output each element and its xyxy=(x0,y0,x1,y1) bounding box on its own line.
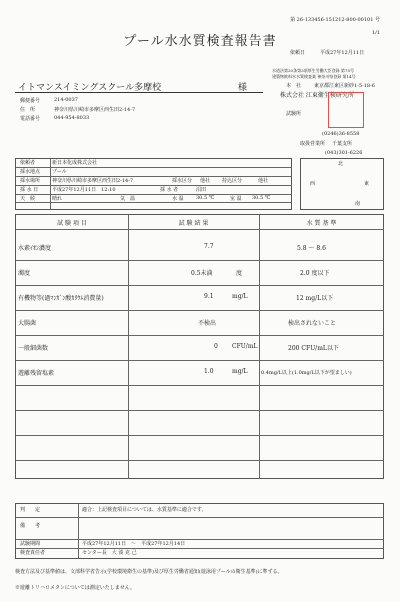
row-turbidity-standard: 2.0 度以下 xyxy=(300,270,330,277)
page-indicator: 1/1 xyxy=(371,30,380,36)
inspector-label: 検査責任者 xyxy=(20,550,46,556)
company-hq-label: 本 社 xyxy=(286,83,302,89)
row-ph-item: 水素ｲｵﾝ濃度 xyxy=(18,245,52,252)
issue-date: 平成27年12月11日 xyxy=(320,50,365,56)
info-category-value: 他社 xyxy=(200,178,211,184)
client-postal-label: 郵便番号 xyxy=(20,98,41,104)
row-chlorine-standard: 0.4mg/L以上(1.0mg/L以下が望ましい) xyxy=(261,370,352,376)
info-place-value: 神奈川県川崎市多摩区西生田2-14-7 xyxy=(52,178,134,184)
info-weather-label: 天 候 xyxy=(20,196,36,202)
row-ecoli-standard: 検出されないこと xyxy=(288,320,337,327)
document-number: 第 26-133456-151212-800-00101 号 xyxy=(290,17,380,23)
company-registration-1: 水道法第20条第3項厚生労働大臣登録 第75号 xyxy=(272,68,354,73)
info-carry-value: 他社 xyxy=(258,178,269,184)
info-client-label: 依頼者 xyxy=(20,160,36,166)
period-value: 平成27年12月11日 ～ 平成27年12月14日 xyxy=(82,541,186,547)
info-room-temp-value: 30.5 ℃ xyxy=(252,195,271,201)
company-registration-2: 建築物飲料水水質検査業 神奈川県登録 第14号 xyxy=(272,74,356,79)
info-date-label: 採 水 日 xyxy=(20,187,39,193)
client-address-label: 住 所 xyxy=(20,107,36,113)
company-branch: 千葉支所 xyxy=(332,141,353,147)
note-method: 検査方法及び基準値は、文部科学省告示(学校環境衛生の基準)及び厚生労働省通知(遊泳用プールの衛生基準)に準ずる。 xyxy=(15,569,283,575)
header-result: 試 験 結 果 xyxy=(178,220,209,227)
page-title: プール水水質検査報告書 xyxy=(123,34,277,49)
row-ecoli-item: 大腸菌 xyxy=(18,320,37,327)
judgement-label: 判 定 xyxy=(20,507,41,513)
client-phone-label: 電話番号 xyxy=(20,116,41,122)
info-date-value: 平成27年12月11日 12:10 xyxy=(52,187,116,193)
compass-west: 西 xyxy=(310,181,316,187)
row-organic-item: 有機物等(過ﾏﾝｶﾞﾝ酸ｶﾘｳﾑ消費量) xyxy=(18,295,104,302)
inspector-value: センター長 大 湊 克 己 xyxy=(82,550,137,556)
company-branch-label: 取扱営業所 xyxy=(300,141,326,147)
info-site-label: 採水地点 xyxy=(20,169,41,175)
info-water-temp-label: 水 温 xyxy=(172,196,184,202)
row-organic-standard: 12 mg/L以下 xyxy=(296,295,334,302)
company-name: 株式会社 江東衛生検研究所 xyxy=(280,92,354,99)
judgement-value: 適合：上記検査項目については、水質基準に適合です。 xyxy=(82,507,207,513)
info-category-label: 採水区分 xyxy=(172,178,193,184)
client-name: イトマンスイミングスクール多摩校 xyxy=(18,83,162,93)
row-ph-standard: 5.8 ～ 8.6 xyxy=(297,245,326,252)
company-seal xyxy=(328,92,364,128)
note-trihalomethane: ※遊離トリハロメタンについては測定いたしません。 xyxy=(15,585,136,591)
info-temp-label: 気 温 xyxy=(120,196,136,202)
row-turbidity-result: 0.5未満 xyxy=(191,270,213,277)
info-person-value: 沼田 xyxy=(196,187,207,193)
remarks-label: 備 考 xyxy=(20,523,41,529)
row-turbidity-unit: 度 xyxy=(236,270,243,277)
company-hq-address: 東京都江東区新砂1-5-18-6 xyxy=(314,83,375,89)
company-tel: (0246)36-8558 xyxy=(322,131,360,137)
row-ph-result: 7.7 xyxy=(204,243,214,250)
client-postal-value: 214-0037 xyxy=(54,97,78,103)
header-standard: 水 質 基 準 xyxy=(306,220,337,227)
client-address-value: 神奈川県川崎市多摩区西生田2-14-7 xyxy=(54,107,136,113)
compass-south: 南 xyxy=(355,201,361,207)
company-branch-tel: (043)301-6226 xyxy=(325,150,363,156)
info-weather-value: 晴れ xyxy=(52,196,63,202)
company-lab-label: 試験所 xyxy=(286,111,302,117)
client-honorific: 様 xyxy=(238,83,248,93)
row-organic-result: 9.1 xyxy=(204,293,214,300)
row-chlorine-unit: mg/L xyxy=(232,368,248,375)
info-site-value: プール xyxy=(52,169,67,175)
client-phone-value: 044-954-8033 xyxy=(54,115,90,121)
info-carry-label: 持込区分 xyxy=(222,178,243,184)
row-bacteria-result: 0 xyxy=(214,343,218,350)
row-organic-unit: mg/L xyxy=(232,293,248,300)
row-ecoli-result: 不検出 xyxy=(198,320,217,327)
issue-date-label: 依頼日 xyxy=(290,50,306,56)
info-water-temp-value: 30.5 ℃ xyxy=(196,195,215,201)
row-bacteria-standard: 200 CFU/mL以下 xyxy=(288,345,339,352)
row-turbidity-item: 濁度 xyxy=(18,270,31,277)
period-label: 試験期間 xyxy=(20,541,41,547)
row-bacteria-unit: CFU/mL xyxy=(232,343,258,350)
info-person-label: 採 水 者 xyxy=(160,187,179,193)
compass-north: 北 xyxy=(338,161,344,167)
row-chlorine-item: 遊離残留塩素 xyxy=(18,370,55,377)
info-client-value: 新日本化成株式会社 xyxy=(52,160,98,166)
compass-east: 東 xyxy=(364,181,370,187)
info-place-label: 採水場所 xyxy=(20,178,41,184)
row-chlorine-result: 1.0 xyxy=(204,368,214,375)
row-bacteria-item: 一般細菌数 xyxy=(18,345,49,352)
header-item: 試 験 項 目 xyxy=(57,220,87,227)
info-room-temp-label: 室 温 xyxy=(230,196,242,202)
